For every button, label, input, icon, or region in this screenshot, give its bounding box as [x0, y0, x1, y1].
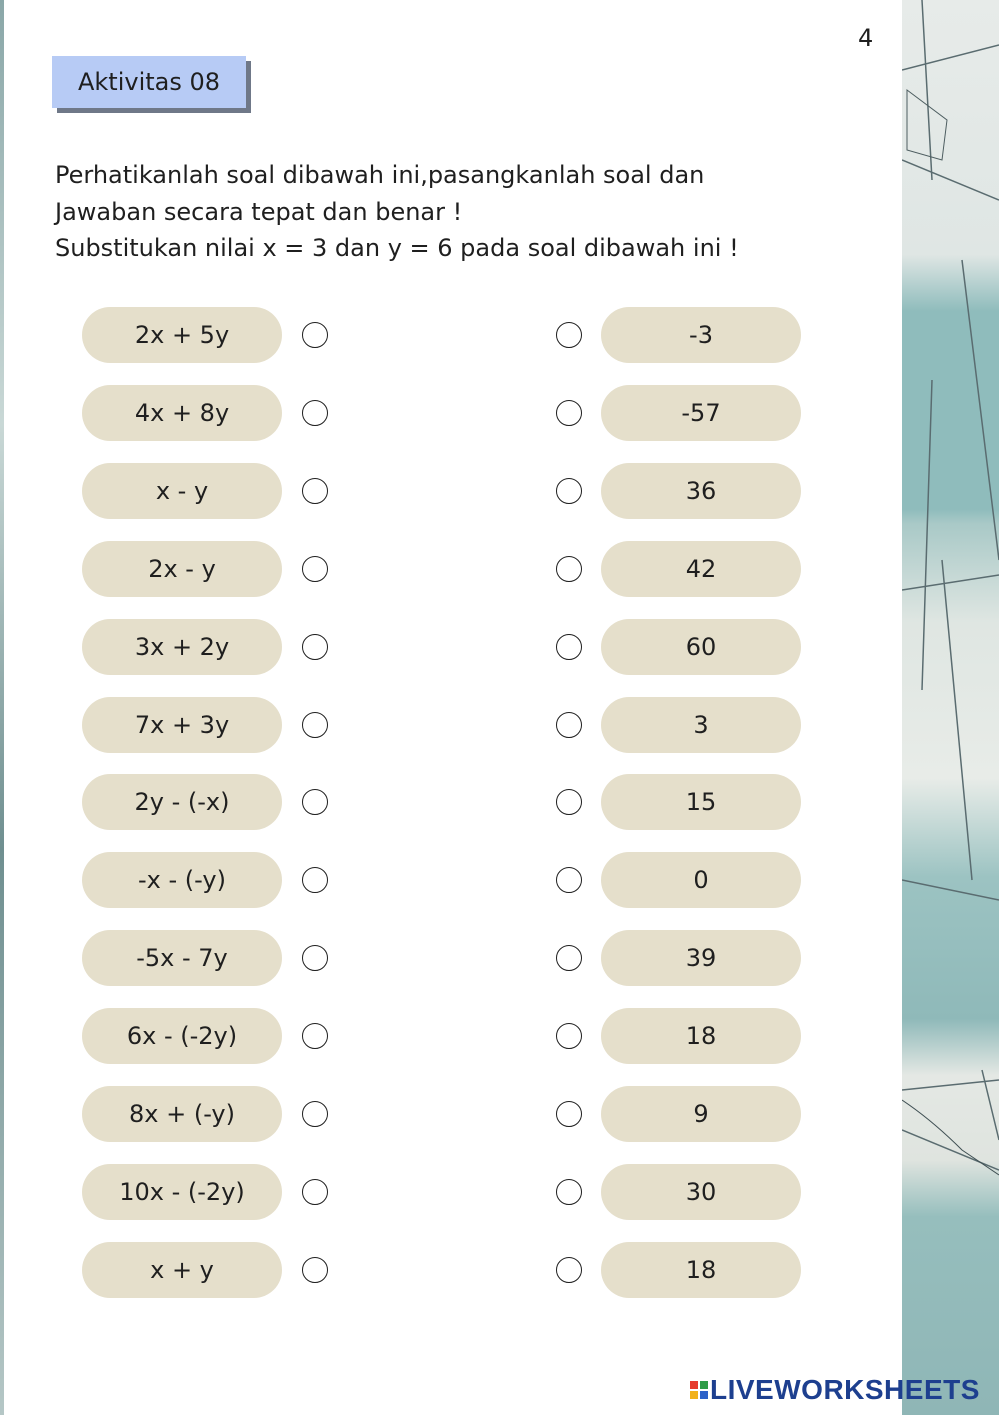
answer-pill: 3 [601, 697, 801, 753]
answer-pill: 9 [601, 1086, 801, 1142]
question-pill: 2x + 5y [82, 307, 282, 363]
answer-connector-dot[interactable] [556, 1101, 582, 1127]
answer-pill: 30 [601, 1164, 801, 1220]
instruction-line-3: Substitukan nilai x = 3 dan y = 6 pada soal dibawah ini ! [55, 234, 739, 262]
question-pill: -x - (-y) [82, 852, 282, 908]
answer-connector-dot[interactable] [556, 1023, 582, 1049]
question-pill: 7x + 3y [82, 697, 282, 753]
answer-connector-dot[interactable] [556, 789, 582, 815]
answer-connector-dot[interactable] [556, 634, 582, 660]
answer-pill: 15 [601, 774, 801, 830]
instructions [55, 157, 855, 267]
answer-pill: 18 [601, 1008, 801, 1064]
map-lines [902, 0, 999, 1415]
answer-connector-dot[interactable] [556, 478, 582, 504]
question-connector-dot[interactable] [302, 1101, 328, 1127]
question-connector-dot[interactable] [302, 1257, 328, 1283]
question-connector-dot[interactable] [302, 634, 328, 660]
instruction-line-1: Perhatikanlah soal dibawah ini,pasangkanlah soal dan [55, 161, 705, 189]
question-connector-dot[interactable] [302, 556, 328, 582]
answer-connector-dot[interactable] [556, 556, 582, 582]
question-connector-dot[interactable] [302, 867, 328, 893]
answer-connector-dot[interactable] [556, 945, 582, 971]
question-connector-dot[interactable] [302, 712, 328, 738]
answer-pill: 60 [601, 619, 801, 675]
liveworksheets-icon [690, 1381, 708, 1399]
question-connector-dot[interactable] [302, 400, 328, 426]
answer-connector-dot[interactable] [556, 322, 582, 348]
answer-connector-dot[interactable] [556, 1257, 582, 1283]
answer-connector-dot[interactable] [556, 867, 582, 893]
question-pill: 10x - (-2y) [82, 1164, 282, 1220]
page-number: 4 [858, 24, 874, 52]
question-pill: -5x - 7y [82, 930, 282, 986]
answer-pill: 36 [601, 463, 801, 519]
instruction-line-2: Jawaban secara tepat dan benar ! [55, 197, 463, 226]
answer-connector-dot[interactable] [556, 712, 582, 738]
background-map-edge-right [902, 0, 999, 1415]
question-pill: 8x + (-y) [82, 1086, 282, 1142]
question-pill: 6x - (-2y) [82, 1008, 282, 1064]
answer-pill: 42 [601, 541, 801, 597]
question-pill: 4x + 8y [82, 385, 282, 441]
answer-connector-dot[interactable] [556, 400, 582, 426]
brand-text: LIVEWORKSHEETS [710, 1374, 980, 1405]
answer-pill: -57 [601, 385, 801, 441]
question-connector-dot[interactable] [302, 478, 328, 504]
question-pill: x + y [82, 1242, 282, 1298]
question-connector-dot[interactable] [302, 789, 328, 815]
activity-title-tag [52, 56, 246, 108]
answer-pill: -3 [601, 307, 801, 363]
activity-title: Aktivitas 08 [77, 68, 221, 96]
question-pill: 3x + 2y [82, 619, 282, 675]
question-connector-dot[interactable] [302, 945, 328, 971]
answer-connector-dot[interactable] [556, 1179, 582, 1205]
question-pill: x - y [82, 463, 282, 519]
answer-pill: 18 [601, 1242, 801, 1298]
question-connector-dot[interactable] [302, 1179, 328, 1205]
answer-pill: 39 [601, 930, 801, 986]
question-pill: 2y - (-x) [82, 774, 282, 830]
answer-pill: 0 [601, 852, 801, 908]
brand-logo [690, 1373, 980, 1407]
question-connector-dot[interactable] [302, 322, 328, 348]
question-pill: 2x - y [82, 541, 282, 597]
question-connector-dot[interactable] [302, 1023, 328, 1049]
